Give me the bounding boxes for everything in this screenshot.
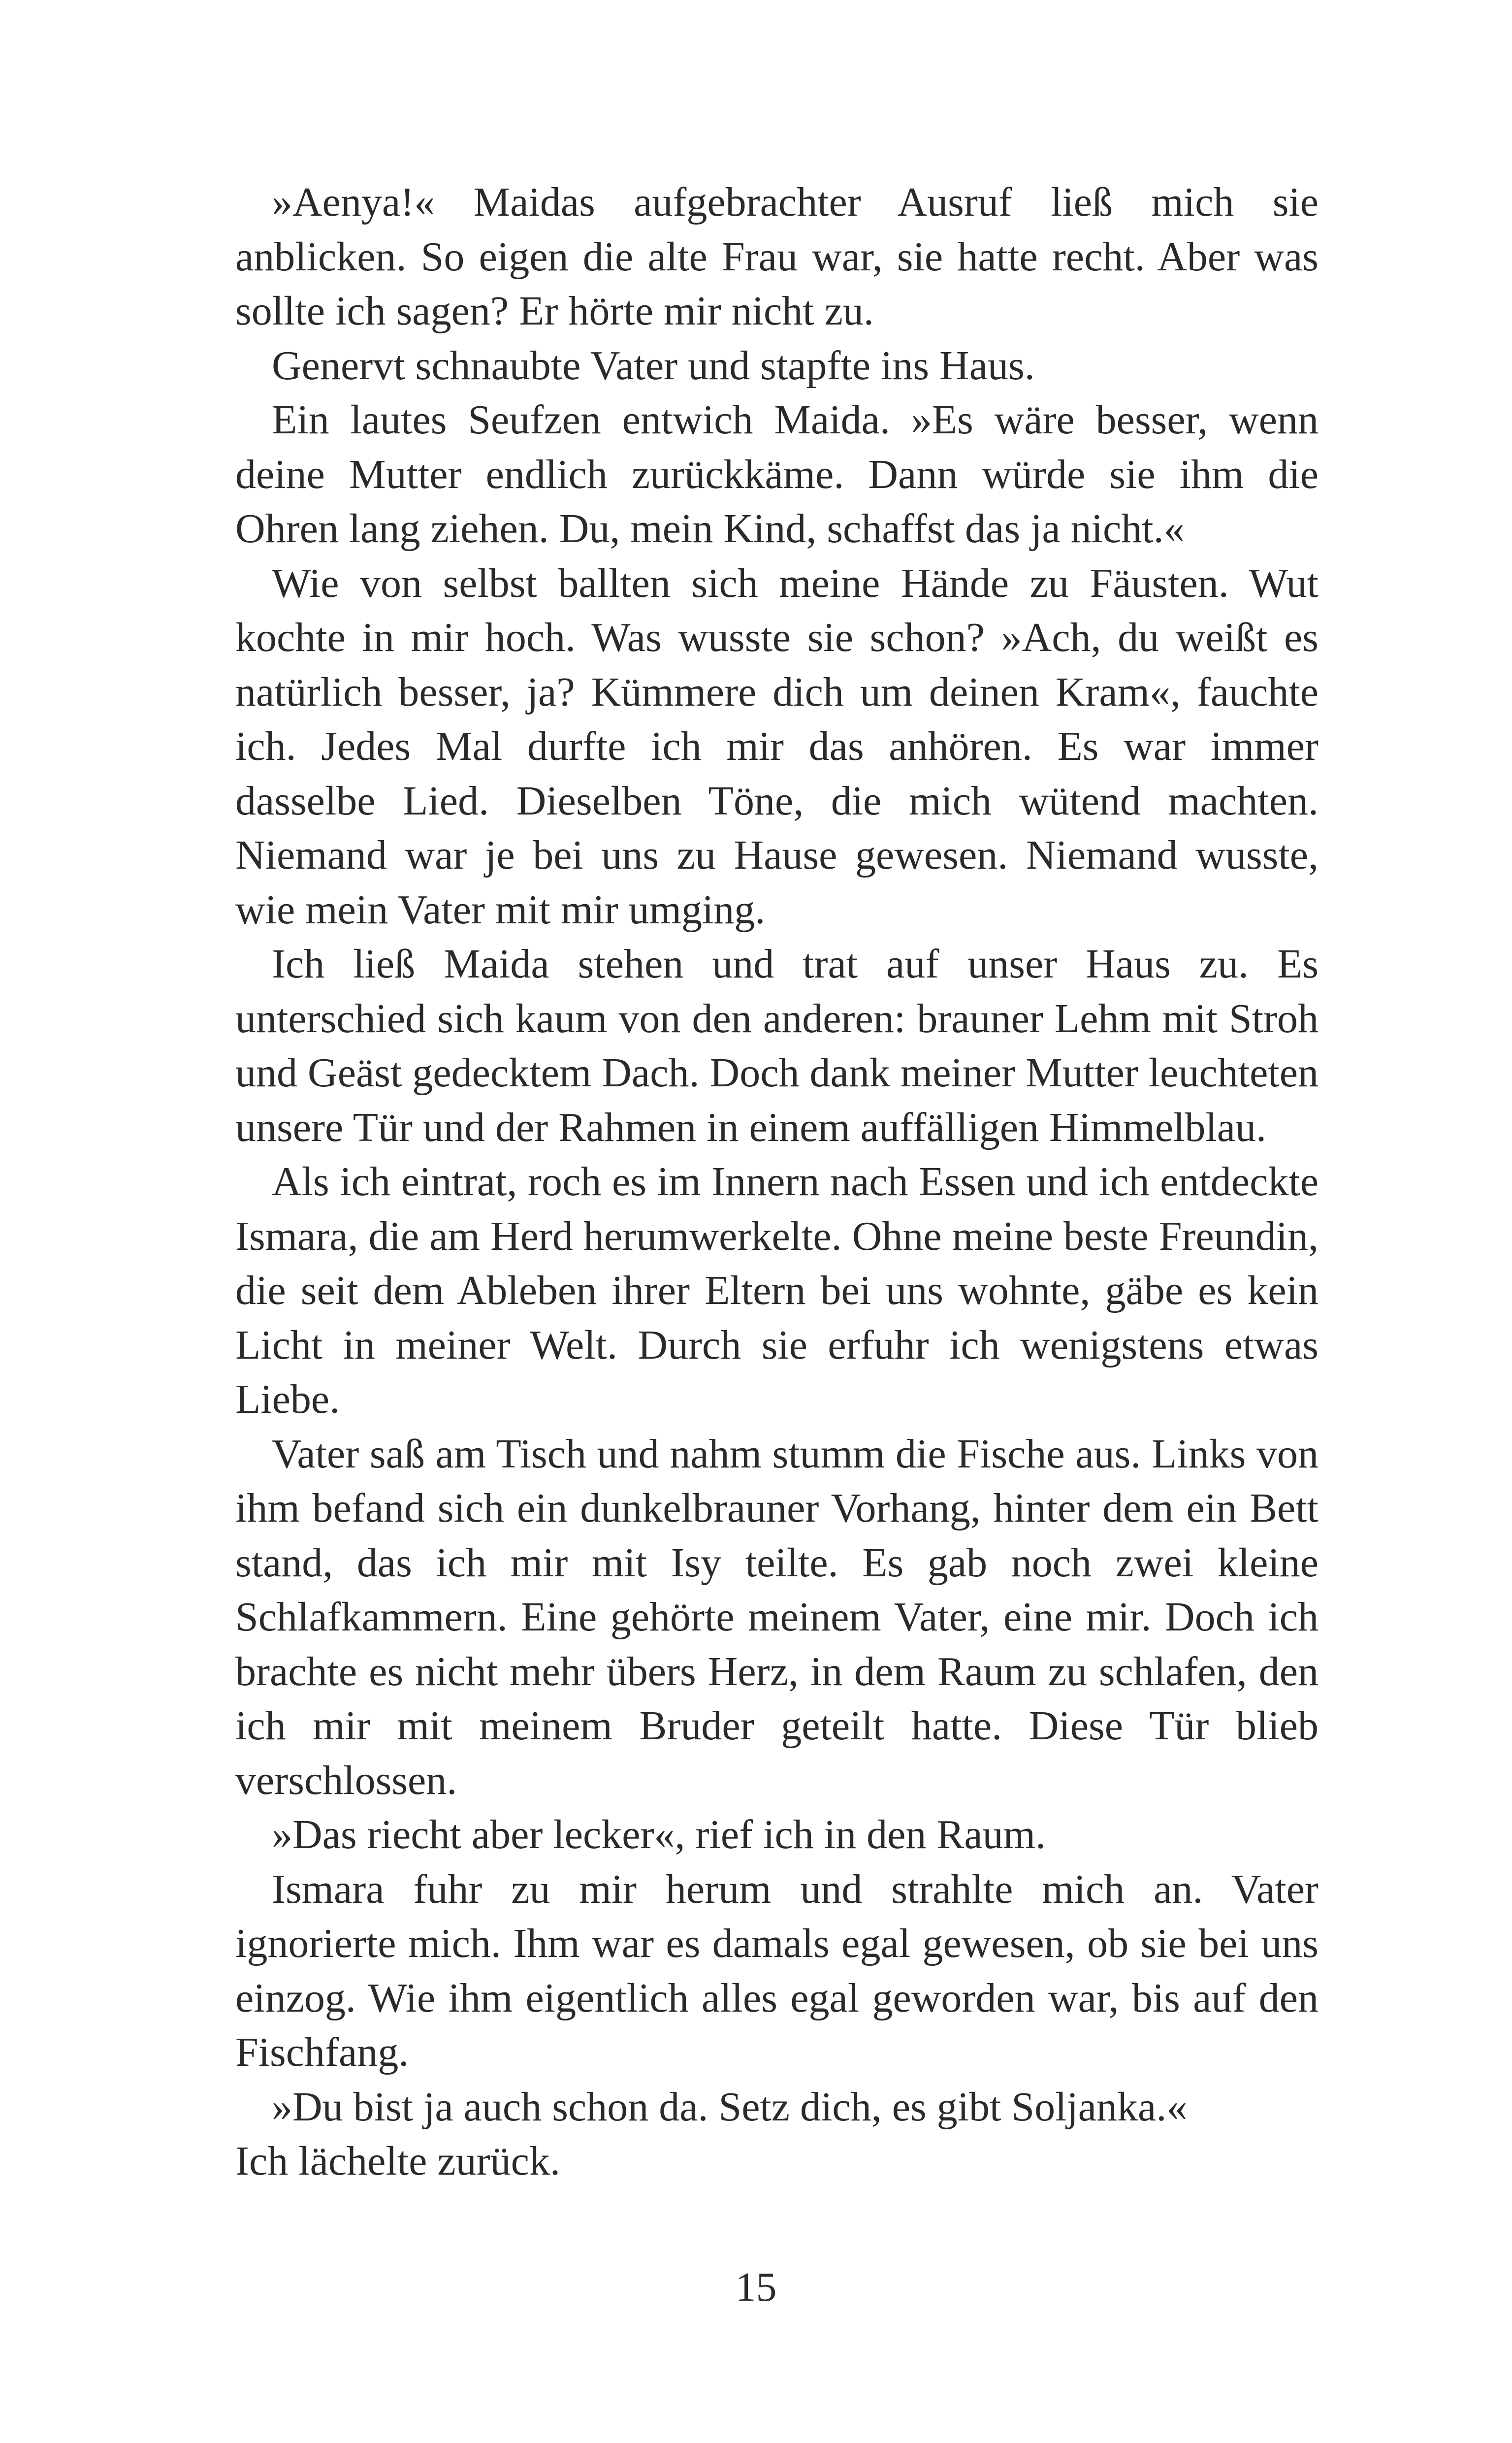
- paragraph: Genervt schnaubte Vater und stapfte ins Haus.: [272, 342, 1035, 389]
- paragraph: Als ich eintrat, roch es im Innern nach Essen und ich entdeckte Ismara, die am Herd herumwerkelte. Ohne meine beste Freundin, die seit dem Ableben ihrer Eltern bei uns wohnte, gäbe es kein Licht in meiner Welt. Durch sie erfuhr ich wenigstens etwas Liebe.: [235, 1159, 1319, 1422]
- paragraph: »Das riecht aber lecker«, rief ich in den Raum.: [272, 1812, 1046, 1857]
- paragraph: Vater saß am Tisch und nahm stumm die Fische aus. Links von ihm befand sich ein dunkelbrauner Vorhang, hinter dem ein Bett stand, das ich mir mit Isy teilte. Es gab noch zwei kleine Schlafkammern. Eine gehörte meinem Vater, eine mir. Doch ich brachte es nicht mehr übers Herz, in dem Raum zu schlafen, den ich mir mit meinem Bruder geteilt hatte. Diese Tür blieb verschlossen.: [235, 1431, 1319, 1803]
- paragraph: Ich lächelte zurück.: [235, 2138, 560, 2184]
- page-number: 15: [735, 2264, 777, 2310]
- body-text: [235, 175, 1319, 2189]
- paragraph: »Du bist ja auch schon da. Setz dich, es gibt Soljanka.«: [272, 2084, 1188, 2130]
- paragraph: Ich ließ Maida stehen und trat auf unser Haus zu. Es unterschied sich kaum von den anderen: brauner Lehm mit Stroh und Geäst gedecktem Dach. Doch dank meiner Mutter leuchteten unsere Tür und der Rahmen in einem auffälligen Himmelblau.: [235, 941, 1319, 1150]
- paragraph: Ein lautes Seufzen entwich Maida. »Es wäre besser, wenn deine Mutter endlich zurückkäme. Dann würde sie ihm die Ohren lang ziehen. Du, mein Kind, schaffst das ja nicht.«: [235, 397, 1319, 552]
- paragraph: Ismara fuhr zu mir herum und strahlte mich an. Vater ignorierte mich. Ihm war es damals egal gewesen, ob sie bei uns einzog. Wie ihm eigentlich alles egal geworden war, bis auf den Fischfang.: [235, 1866, 1319, 2075]
- paragraph: Wie von selbst ballten sich meine Hände zu Fäusten. Wut kochte in mir hoch. Was wusste sie schon? »Ach, du weißt es natürlich besser, ja? Kümmere dich um deinen Kram«, fauchte ich. Jedes Mal durfte ich mir das anhören. Es war immer dasselbe Lied. Dieselben Töne, die mich wütend machten. Niemand war je bei uns zu Hause gewesen. Niemand wusste, wie mein Vater mit mir umging.: [235, 560, 1319, 933]
- paragraph: »Aenya!« Maidas aufgebrachter Ausruf ließ mich sie anblicken. So eigen die alte Frau war, sie hatte recht. Aber was sollte ich sagen? Er hörte mir nicht zu.: [235, 179, 1319, 334]
